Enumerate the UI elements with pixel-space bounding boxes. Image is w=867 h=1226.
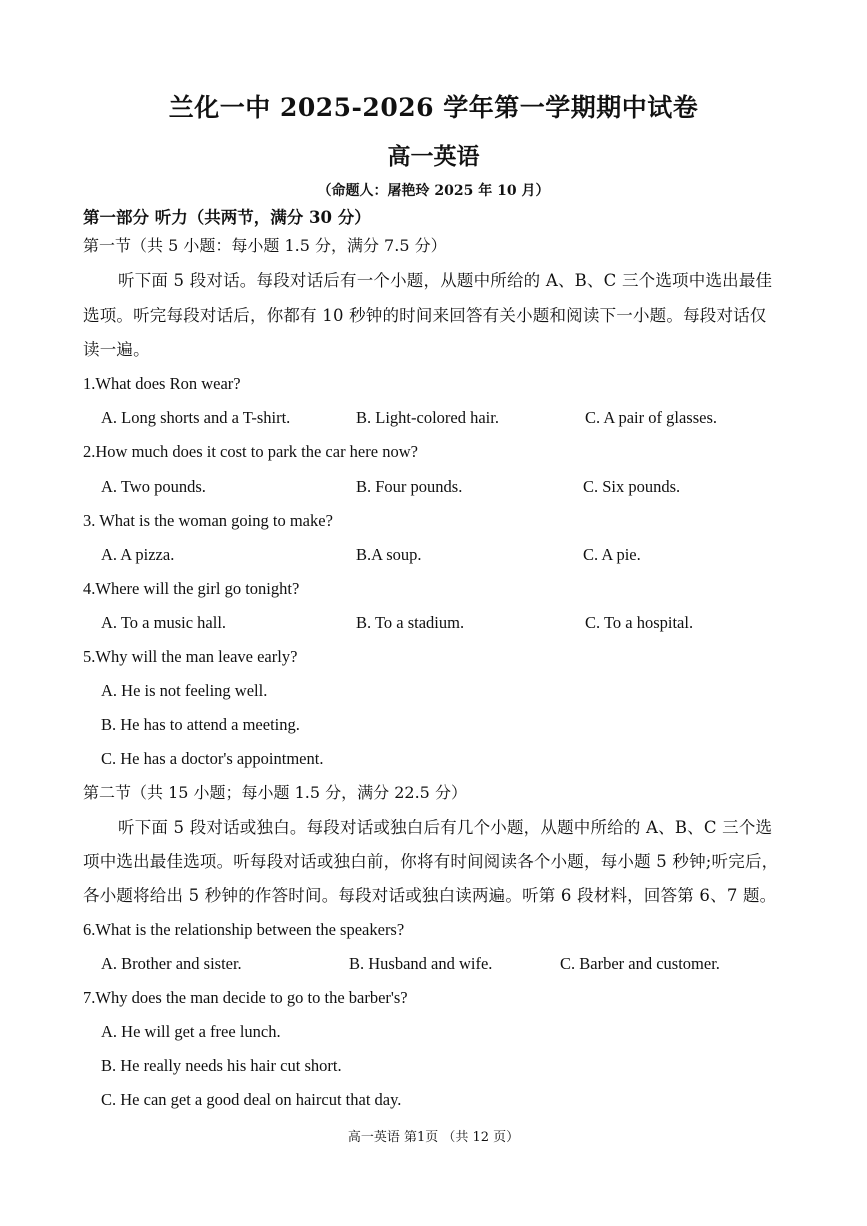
section2-heading: 第二节（共 15 小题；每小题 1.5 分，满分 22.5 分）	[83, 783, 467, 802]
option-a: A. He is not feeling well.	[101, 681, 268, 700]
option-b: B. To a stadium.	[356, 613, 465, 632]
question-stem: 5.Why will the man leave early?	[83, 647, 298, 666]
option-a: A. Two pounds.	[101, 477, 206, 496]
option-c: C. A pair of glasses.	[585, 408, 717, 427]
option-b: B. Four pounds.	[356, 477, 463, 496]
option-c: C. He can get a good deal on haircut that day.	[101, 1090, 402, 1109]
section1-instruction-line: 读一遍。	[83, 340, 150, 359]
section1-instruction-line: 听下面 5 段对话。每段对话后有一个小题，从题中所给的 A、B、C 三个选项中选出最佳	[118, 271, 773, 290]
option-b: B. He has to attend a meeting.	[101, 715, 300, 734]
option-b: B. Husband and wife.	[349, 954, 493, 973]
section2-instruction-line: 各小题将给出 5 秒钟的作答时间。每段对话或独白读两遍。听第 6 段材料，回答第 6、7 题。	[83, 886, 777, 905]
exam-subject: 高一英语	[387, 143, 480, 170]
option-b: B. Light-colored hair.	[356, 408, 499, 427]
option-a: A. A pizza.	[101, 545, 175, 564]
option-b: B.A soup.	[356, 545, 422, 564]
option-a: A. To a music hall.	[101, 613, 227, 632]
section1-heading: 第一节（共 5 小题：每小题 1.5 分，满分 7.5 分）	[83, 236, 447, 255]
exam-title: 兰化一中 2025-2026 学年第一学期期中试卷	[168, 93, 699, 122]
page-footer: 高一英语 第1页 （共 12 页）	[347, 1130, 520, 1145]
question-stem: 4.Where will the girl go tonight?	[83, 579, 300, 598]
question-stem: 1.What does Ron wear?	[83, 374, 241, 393]
question-stem: 3. What is the woman going to make?	[83, 511, 333, 530]
question-stem: 6.What is the relationship between the speakers?	[83, 920, 405, 939]
option-a: A. Brother and sister.	[101, 954, 242, 973]
section2-instruction-line: 项中选出最佳选项。听每段对话或独白前，你将有时间阅读各个小题，每小题 5 秒钟;听完后，	[83, 852, 779, 871]
option-c: C. He has a doctor's appointment.	[101, 749, 324, 768]
option-b: B. He really needs his hair cut short.	[101, 1056, 342, 1075]
option-a: A. Long shorts and a T-shirt.	[101, 408, 291, 427]
section2-instruction-line: 听下面 5 段对话或独白。每段对话或独白后有几个小题，从题中所给的 A、B、C 三个选	[118, 818, 773, 837]
question-stem: 2.How much does it cost to park the car here now?	[83, 442, 418, 461]
exam-author: （命题人：屠艳玲 2025 年 10 月）	[317, 183, 550, 199]
section1-instruction-line: 选项。听完每段对话后，你都有 10 秒钟的时间来回答有关小题和阅读下一小题。每段对话仅	[83, 306, 767, 325]
option-c: C. Barber and customer.	[560, 954, 720, 973]
part1-heading: 第一部分 听力（共两节，满分 30 分）	[83, 208, 371, 227]
option-c: C. To a hospital.	[585, 613, 694, 632]
question-stem: 7.Why does the man decide to go to the barber's?	[83, 988, 408, 1007]
option-c: C. Six pounds.	[583, 477, 681, 496]
option-a: A. He will get a free lunch.	[101, 1022, 281, 1041]
option-c: C. A pie.	[583, 545, 641, 564]
